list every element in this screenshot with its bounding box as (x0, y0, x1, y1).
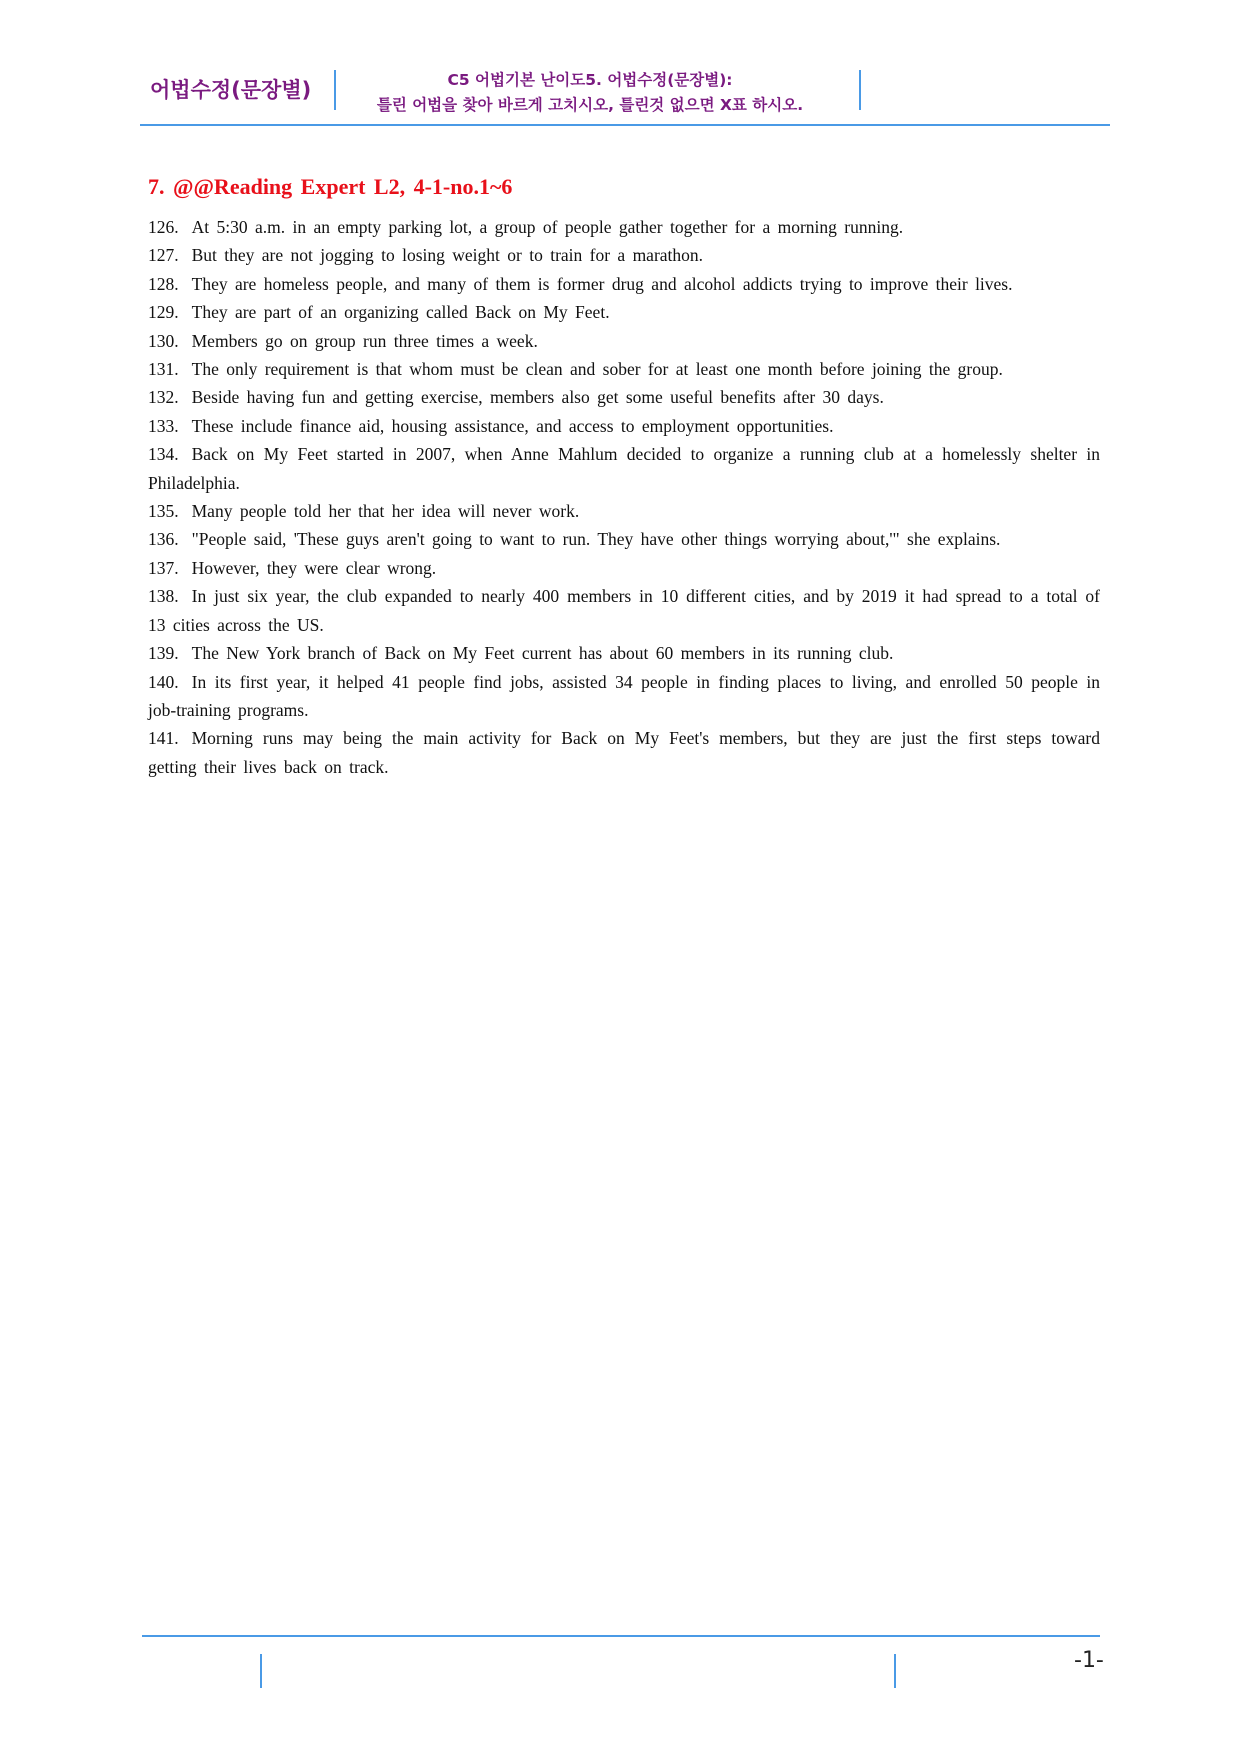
item-number: 127. (148, 245, 179, 266)
item-number: 132. (148, 387, 179, 408)
section-title: 7. @@Reading Expert L2, 4-1-no.1~6 (148, 174, 513, 199)
list-item (148, 525, 1100, 553)
list-item (148, 724, 1100, 781)
item-sentence: These include finance aid, housing assistance, and access to employment opportunities. (191, 415, 834, 436)
item-sentence: However, they were clear wrong. (191, 557, 437, 578)
item-number: 136. (148, 529, 179, 550)
item-sentence: The New York branch of Back on My Feet current has about 60 members in its running club. (191, 643, 894, 664)
list-item (148, 554, 1100, 582)
item-number: 131. (148, 359, 179, 380)
item-number: 139. (148, 643, 179, 664)
list-item (148, 582, 1100, 639)
header-instructions-line1: C5 어법기본 난이도5. 어법수정(문장별): (447, 71, 733, 89)
item-sentence: Back on My Feet started in 2007, when Anne Mahlum decided to organize a running club at a homelessly shelter in Philadelphia. (148, 444, 1100, 493)
item-number: 138. (148, 586, 179, 607)
item-number: 135. (148, 501, 179, 522)
header-instructions (330, 68, 850, 118)
header-instructions-line2: 틀린 어법을 찾아 바르게 고치시오, 틀린것 없으면 X표 하시오. (376, 96, 804, 114)
list-item (148, 639, 1100, 667)
item-sentence: At 5:30 a.m. in an empty parking lot, a group of people gather together for a morning running. (191, 217, 904, 237)
list-item (148, 298, 1100, 326)
page-number: -1- (1074, 1648, 1104, 1673)
item-sentence: Many people told her that her idea will never work. (191, 501, 580, 522)
exercise-list (148, 213, 1100, 781)
item-sentence: But they are not jogging to losing weight or to train for a marathon. (191, 245, 704, 266)
item-number: 129. (148, 302, 179, 323)
item-sentence: Morning runs may being the main activity for Back on My Feet's members, but they are just the first steps toward getting their lives back on track. (148, 728, 1100, 777)
list-item (148, 383, 1100, 411)
item-sentence: In its first year, it helped 41 people find jobs, assisted 34 people in finding places to living, and enrolled 50 people in job-training programs. (148, 671, 1100, 720)
list-item (148, 270, 1100, 298)
footer-rule (142, 1635, 1100, 1637)
item-number: 128. (148, 273, 179, 294)
item-number: 141. (148, 728, 179, 749)
list-item (148, 440, 1100, 497)
header-divider-right (859, 70, 861, 110)
item-number: 133. (148, 415, 179, 436)
item-sentence: They are part of an organizing called Back on My Feet. (191, 302, 610, 323)
list-item (148, 497, 1100, 525)
list-item (148, 241, 1100, 269)
list-item (148, 412, 1100, 440)
list-item (148, 355, 1100, 383)
item-sentence: In just six year, the club expanded to nearly 400 members in 10 different cities, and by 2019 it had spread to a total of 13 cities across the US. (148, 586, 1100, 635)
page-header (140, 62, 1110, 126)
footer-divider-right (894, 1654, 896, 1688)
item-sentence: Members go on group run three times a week. (191, 330, 538, 351)
list-item (148, 213, 1100, 241)
item-sentence: "People said, 'These guys aren't going to want to run. They have other things worrying about,'" she explains. (191, 529, 1001, 550)
header-title: 어법수정(문장별) (150, 78, 312, 102)
item-number: 137. (148, 557, 179, 578)
item-sentence: The only requirement is that whom must be clean and sober for at least one month before joining the group. (191, 359, 1003, 380)
item-sentence: Beside having fun and getting exercise, members also get some useful benefits after 30 days. (191, 387, 884, 408)
list-item (148, 668, 1100, 725)
footer-divider-left (260, 1654, 262, 1688)
item-number: 126. (148, 217, 179, 237)
item-number: 130. (148, 330, 179, 351)
item-number: 134. (148, 444, 179, 465)
item-sentence: They are homeless people, and many of them is former drug and alcohol addicts trying to improve their lives. (191, 273, 1013, 294)
list-item (148, 327, 1100, 355)
item-number: 140. (148, 671, 179, 692)
